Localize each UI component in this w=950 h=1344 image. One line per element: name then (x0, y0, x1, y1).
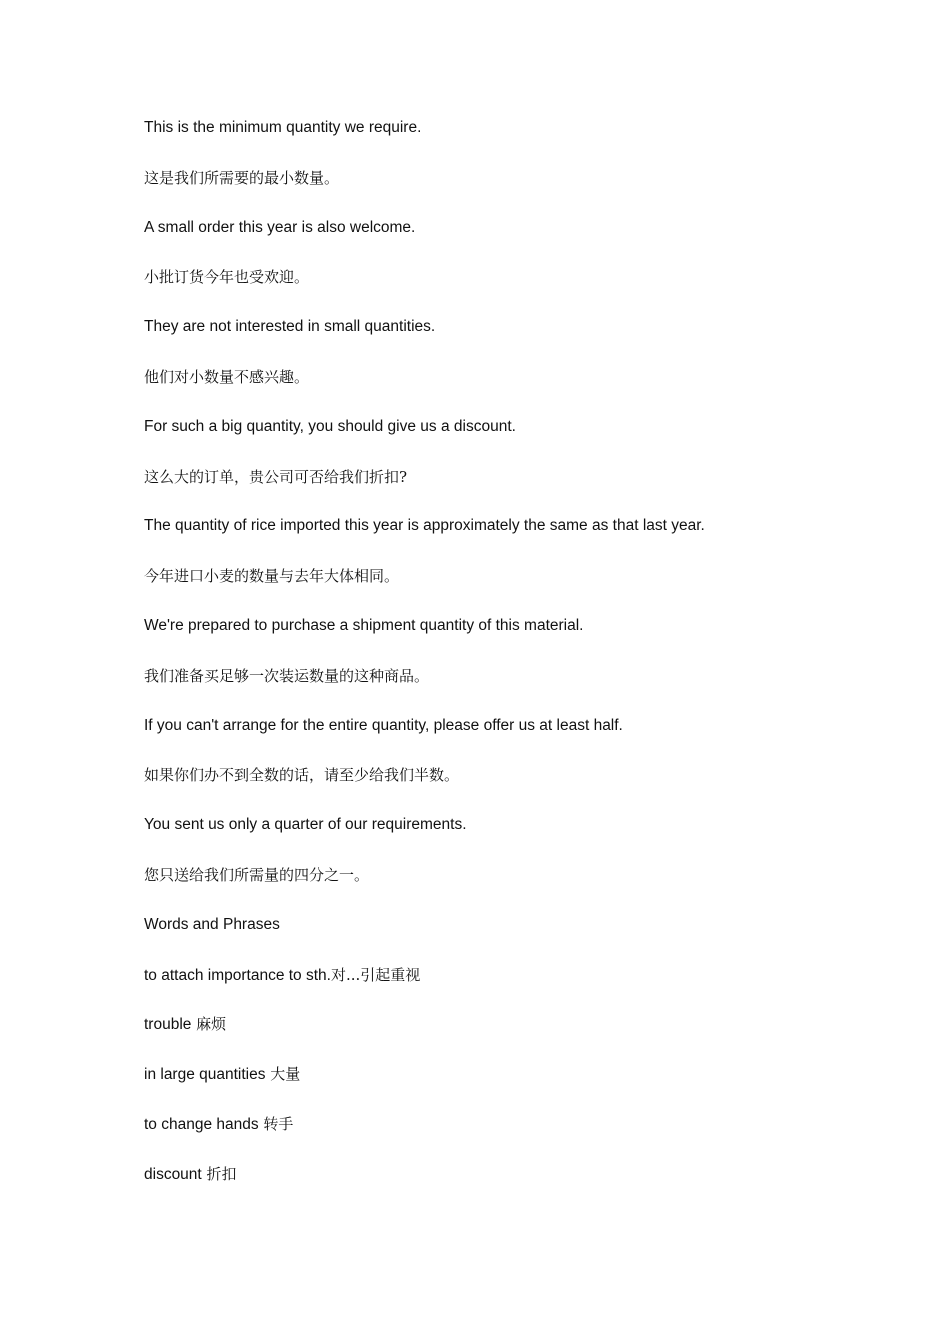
sentence-zh-4: 这么大的订单，贵公司可否给我们折扣? (144, 467, 408, 486)
vocab-term: discount (144, 1165, 202, 1183)
sentence-zh-3: 他们对小数量不感兴趣。 (144, 367, 310, 386)
sentence-en-3: They are not interested in small quantities. (144, 318, 436, 336)
vocab-term: to change hands (144, 1115, 259, 1133)
sentence-en-5: The quantity of rice imported this year is approximately the same as that last year. (144, 517, 705, 535)
vocab-term: to attach importance to sth. (144, 966, 331, 984)
vocab-gloss: 大量 (265, 1065, 301, 1084)
sentence-en-8: You sent us only a quarter of our requirements. (144, 816, 467, 834)
vocab-gloss: 转手 (258, 1114, 294, 1133)
vocab-item (144, 1064, 904, 1114)
vocab-term: trouble (144, 1016, 192, 1034)
sentence-en-1: This is the minimum quantity we require. (144, 119, 422, 136)
sentence-zh-2: 小批订货今年也受欢迎。 (144, 268, 310, 287)
vocab-gloss: 折扣 (201, 1164, 237, 1183)
sentence-en-2: A small order this year is also welcome. (144, 218, 416, 236)
sentence-zh-1: 这是我们所需要的最小数量。 (144, 168, 340, 187)
vocab-gloss: 对...引起重视 (330, 965, 421, 984)
sentence-en-4: For such a big quantity, you should give us a discount. (144, 417, 516, 435)
vocab-heading: Words and Phrases (144, 915, 280, 933)
sentence-en-7: If you can't arrange for the entire quantity, please offer us at least half. (144, 716, 623, 734)
vocab-item (144, 1014, 904, 1064)
document-body (144, 118, 904, 1214)
vocab-item (144, 1164, 904, 1214)
vocab-item (144, 965, 904, 1015)
vocab-term: in large quantities (144, 1066, 266, 1084)
vocab-item (144, 1114, 904, 1164)
sentence-zh-8: 您只送给我们所需量的四分之一。 (144, 865, 370, 884)
sentence-zh-5: 今年进口小麦的数量与去年大体相同。 (144, 567, 400, 586)
sentence-en-6: We're prepared to purchase a shipment quantity of this material. (144, 616, 584, 634)
vocab-gloss: 麻烦 (191, 1015, 227, 1034)
sentence-zh-7: 如果你们办不到全数的话，请至少给我们半数。 (144, 766, 460, 785)
sentence-zh-6: 我们准备买足够一次装运数量的这种商品。 (144, 666, 430, 685)
